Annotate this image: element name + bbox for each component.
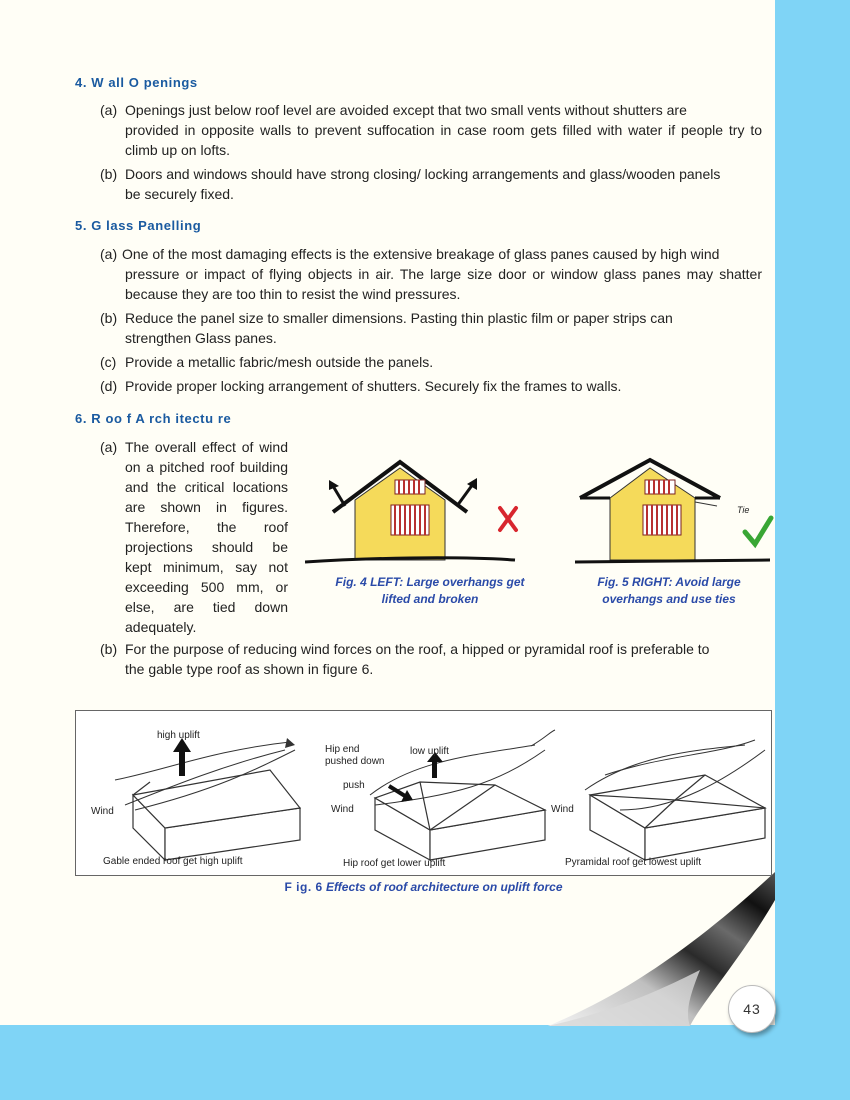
item-label: (a)	[100, 439, 118, 455]
fig6-caption-text: Effects of roof architecture on uplift force	[326, 880, 563, 894]
fig4-caption-line2: lifted and broken	[381, 592, 479, 606]
wall-item-b	[100, 164, 762, 204]
heading-roof-architecture: 6. R oo f A rch itectu re	[75, 411, 232, 426]
pyramid-caption: Pyramidal roof get lowest uplift	[565, 857, 702, 868]
fig6-illustration	[75, 710, 772, 876]
item-label: (a)	[100, 246, 118, 262]
text-line: kept minimum, say not	[125, 559, 288, 575]
text-line: on a pitched roof building	[125, 459, 288, 475]
item-text: Reduce the panel size to smaller dimensions. Pasting thin plastic film or paper strips can	[125, 310, 673, 326]
item-text: Doors and windows should have strong closing/ locking arrangements and glass/wooden panels	[125, 166, 721, 182]
hip-end-label-1: Hip end	[325, 744, 360, 755]
uplift-arrow-left	[333, 486, 345, 506]
low-uplift-arrow	[432, 760, 437, 778]
high-uplift-label: high uplift	[157, 730, 200, 741]
fig4-caption-line1: Fig. 4 LEFT: Large overhangs get	[335, 575, 525, 589]
item-text-cont: pressure or impact of flying objects in air. The large size door or window glass panes may shatter because they are too thin to resist the wind pressures.	[125, 266, 762, 302]
item-label: (d)	[100, 378, 118, 394]
wind-label-2: Wind	[331, 804, 354, 815]
fig5-caption	[585, 574, 753, 608]
glass-item-b	[100, 308, 762, 348]
glass-item-a	[100, 244, 762, 304]
high-uplift-arrow	[179, 750, 185, 776]
item-label: (b)	[100, 641, 118, 657]
wind-label-3: Wind	[551, 804, 574, 815]
fig6-caption	[75, 880, 772, 894]
text-line: The overall effect of wind	[125, 439, 288, 455]
text-line: exceeding 500 mm, or	[125, 579, 288, 595]
roof-item-a	[100, 437, 288, 637]
heading-glass-panelling: 5. G lass Panelling	[75, 218, 202, 233]
item-text: One of the most damaging effects is the extensive breakage of glass panes caused by high wind	[122, 246, 720, 262]
item-text: Openings just below roof level are avoided except that two small vents without shutters are	[125, 102, 687, 118]
item-text: For the purpose of reducing wind forces on the roof, a hipped or pyramidal roof is preferable to	[125, 641, 710, 657]
heading-wall-openings: 4. W all O penings	[75, 75, 198, 90]
glass-item-d	[100, 376, 762, 396]
fig4-fig5-illustration	[305, 450, 775, 580]
glass-item-c	[100, 352, 762, 372]
item-text-cont: provided in opposite walls to prevent suffocation in case room gets filled with water if people try to climb up on lofts.	[125, 122, 762, 158]
text-line: projections should be	[125, 539, 288, 555]
uplift-arrow-right	[457, 484, 473, 506]
fig4-house	[305, 462, 516, 562]
fig5-caption-line2: overhangs and use ties	[602, 592, 736, 606]
text-line: adequately.	[125, 619, 197, 635]
tie-label: Tie	[737, 505, 750, 515]
roof-item-a-lines	[100, 437, 288, 637]
wind-label-1: Wind	[91, 806, 114, 817]
text-line: are shown in figures.	[125, 499, 288, 515]
text-line: else, are tied down	[125, 599, 288, 615]
text-line: and the critical locations	[125, 479, 288, 495]
item-text-cont: the gable type roof as shown in figure 6.	[125, 661, 374, 677]
item-label: (a)	[100, 102, 118, 118]
hip-end-label-2: pushed down	[325, 756, 385, 767]
item-text-cont: strengthen Glass panes.	[125, 330, 277, 346]
low-uplift-label: low uplift	[410, 746, 449, 757]
push-label: push	[343, 780, 365, 791]
text-line: Therefore, the roof	[125, 519, 288, 535]
check-icon	[745, 518, 771, 544]
item-label: (b)	[100, 166, 118, 182]
roof-item-b	[100, 639, 762, 679]
item-text-cont: be securely fixed.	[125, 186, 234, 202]
item-text: Provide proper locking arrangement of shutters. Securely fix the frames to walls.	[125, 378, 622, 394]
item-label: (b)	[100, 310, 118, 326]
item-text: Provide a metallic fabric/mesh outside the panels.	[125, 354, 434, 370]
fig5-caption-line1: Fig. 5 RIGHT: Avoid large	[597, 575, 741, 589]
fig6-caption-prefix: F ig. 6	[284, 880, 323, 894]
item-label: (c)	[100, 354, 117, 370]
page-number: 43	[728, 985, 776, 1033]
cross-icon	[500, 508, 516, 530]
fig4-caption	[322, 574, 538, 608]
hip-caption: Hip roof get lower uplift	[343, 858, 446, 869]
gable-caption: Gable ended roof get high uplift	[103, 856, 243, 867]
wall-item-a	[100, 100, 762, 160]
